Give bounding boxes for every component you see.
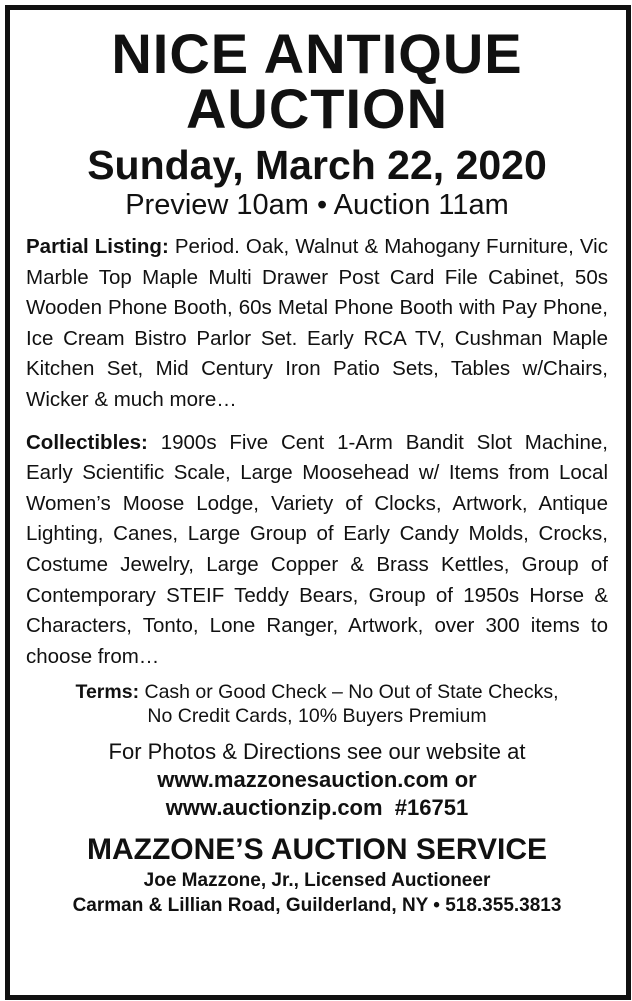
partial-listing-text: Period. Oak, Walnut & Mahogany Furniture, Vic Marble Top Maple Multi Drawer Post Card File Cabinet, 50s Wooden Phone Booth, 60s Metal Phone Booth with Pay Phone, Ice Cream Bistro Parlor Set. Early RCA TV, Cushman Maple Kitchen Set, Mid Century Iron Patio Sets, Tables w/Chairs, Wicker & much more… bbox=[26, 235, 608, 411]
partial-listing-paragraph bbox=[26, 232, 608, 416]
terms-text-1: Cash or Good Check – No Out of State Checks, bbox=[139, 681, 559, 704]
title-line-2: AUCTION bbox=[185, 77, 449, 140]
auction-times: Preview 10am • Auction 11am bbox=[125, 189, 509, 221]
website-intro: For Photos & Directions see our website at bbox=[108, 739, 526, 765]
website-url-2: www.auctionzip.com #16751 bbox=[165, 795, 469, 821]
collectibles-text: 1900s Five Cent 1-Arm Bandit Slot Machine, Early Scientific Scale, Large Moosehead w/ Items from Local Women’s Moose Lodge, Variety of Clocks, Artwork, Antique Lighting, Canes, Large Group of Early Candy Molds, Crocks, Costume Jewelry, Large Copper & Brass Kettles, Group of Contemporary STEIF Teddy Bears, Group of 1950s Horse & Characters, Tonto, Lone Ranger, Artwork, over 300 items to choose from… bbox=[26, 430, 608, 668]
ad-title bbox=[26, 22, 608, 140]
auction-ad-content bbox=[10, 10, 626, 918]
company-name: MAZZONE’S AUCTION SERVICE bbox=[86, 833, 548, 867]
auction-date: Sunday, March 22, 2020 bbox=[87, 142, 547, 188]
partial-listing-label: Partial Listing: bbox=[26, 235, 169, 258]
terms-line-1 bbox=[26, 680, 608, 704]
terms-label: Terms: bbox=[75, 681, 140, 704]
collectibles-paragraph bbox=[26, 428, 608, 673]
terms-block bbox=[26, 680, 608, 728]
website-url-1: www.mazzonesauction.com or bbox=[157, 767, 477, 793]
collectibles-label: Collectibles: bbox=[26, 430, 148, 454]
auctioneer-name: Joe Mazzone, Jr., Licensed Auctioneer bbox=[143, 870, 491, 892]
auction-ad-frame bbox=[5, 5, 631, 1000]
website-block bbox=[26, 738, 608, 822]
company-address: Carman & Lillian Road, Guilderland, NY • 518.355.3813 bbox=[72, 895, 562, 917]
terms-line-2: No Credit Cards, 10% Buyers Premium bbox=[147, 705, 487, 728]
title-line-1: NICE ANTIQUE bbox=[111, 22, 523, 85]
